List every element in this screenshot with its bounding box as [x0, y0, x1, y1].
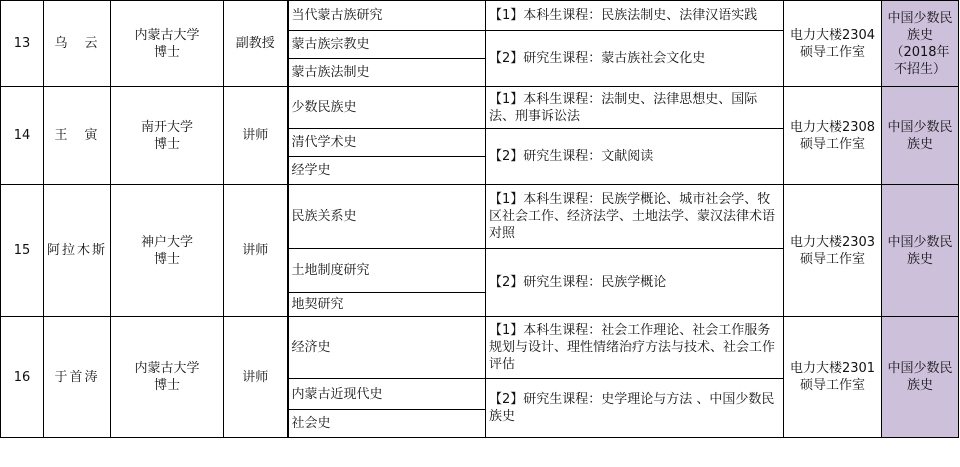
row-number: 13	[1, 1, 44, 87]
research-direction: 经学史	[288, 157, 486, 185]
advisor-title: 副教授	[224, 1, 288, 87]
research-direction: 内蒙古近现代史	[288, 379, 486, 410]
row-number: 15	[1, 185, 44, 317]
office-location: 电力大楼2303 硕导工作室	[784, 185, 882, 317]
recruit-major: 中国少数民族史	[882, 87, 959, 185]
advisor-title: 讲师	[224, 317, 288, 438]
advisor-title: 讲师	[224, 185, 288, 317]
office-location: 电力大楼2301 硕导工作室	[784, 317, 882, 438]
recruit-major: 中国少数民族史（2018年不招生）	[882, 1, 959, 87]
advisor-degree: 南开大学 博士	[111, 87, 224, 185]
advisor-degree: 内蒙古大学 博士	[111, 1, 224, 87]
advisor-name: 乌 云	[44, 1, 111, 87]
research-direction: 经济史	[288, 317, 486, 379]
course-undergrad: 【1】本科生课程：法制史、法律思想史、国际法、刑事诉讼法	[486, 87, 784, 129]
office-location: 电力大楼2304 硕导工作室	[784, 1, 882, 87]
advisor-name: 于首涛	[44, 317, 111, 438]
table-row	[1, 185, 959, 249]
advisor-degree: 内蒙古大学 博士	[111, 317, 224, 438]
row-number: 16	[1, 317, 44, 438]
course-undergrad: 【1】本科生课程：社会工作理论、社会工作服务规划与设计、理性情绪治疗方法与技术、社会工作评估	[486, 317, 784, 379]
course-graduate: 【2】研究生课程：文献阅读	[486, 129, 784, 185]
advisor-name: 王 寅	[44, 87, 111, 185]
table-row	[1, 1, 959, 31]
research-direction: 蒙古族宗教史	[288, 31, 486, 59]
course-undergrad: 【1】本科生课程：民族学概论、城市社会学、牧区社会工作、经济法学、土地法学、蒙汉法律术语对照	[486, 185, 784, 249]
recruit-major: 中国少数民族史	[882, 317, 959, 438]
research-direction: 民族关系史	[288, 185, 486, 249]
course-graduate: 【2】研究生课程：史学理论与方法 、中国少数民族史	[486, 379, 784, 438]
table-row	[1, 317, 959, 379]
advisor-title: 讲师	[224, 87, 288, 185]
research-direction: 当代蒙古族研究	[288, 1, 486, 31]
course-undergrad: 【1】本科生课程：民族法制史、法律汉语实践	[486, 1, 784, 31]
research-direction: 少数民族史	[288, 87, 486, 129]
research-direction: 土地制度研究	[288, 249, 486, 293]
row-number: 14	[1, 87, 44, 185]
recruit-major: 中国少数民族史	[882, 185, 959, 317]
advisor-degree: 神户大学 博士	[111, 185, 224, 317]
research-direction: 社会史	[288, 410, 486, 438]
research-direction: 清代学术史	[288, 129, 486, 157]
research-direction: 地契研究	[288, 293, 486, 317]
advisor-name: 阿拉木斯	[44, 185, 111, 317]
table-row	[1, 87, 959, 129]
research-direction: 蒙古族法制史	[288, 59, 486, 87]
office-location: 电力大楼2308 硕导工作室	[784, 87, 882, 185]
course-graduate: 【2】研究生课程：民族学概论	[486, 249, 784, 317]
course-graduate: 【2】研究生课程：蒙古族社会文化史	[486, 31, 784, 87]
